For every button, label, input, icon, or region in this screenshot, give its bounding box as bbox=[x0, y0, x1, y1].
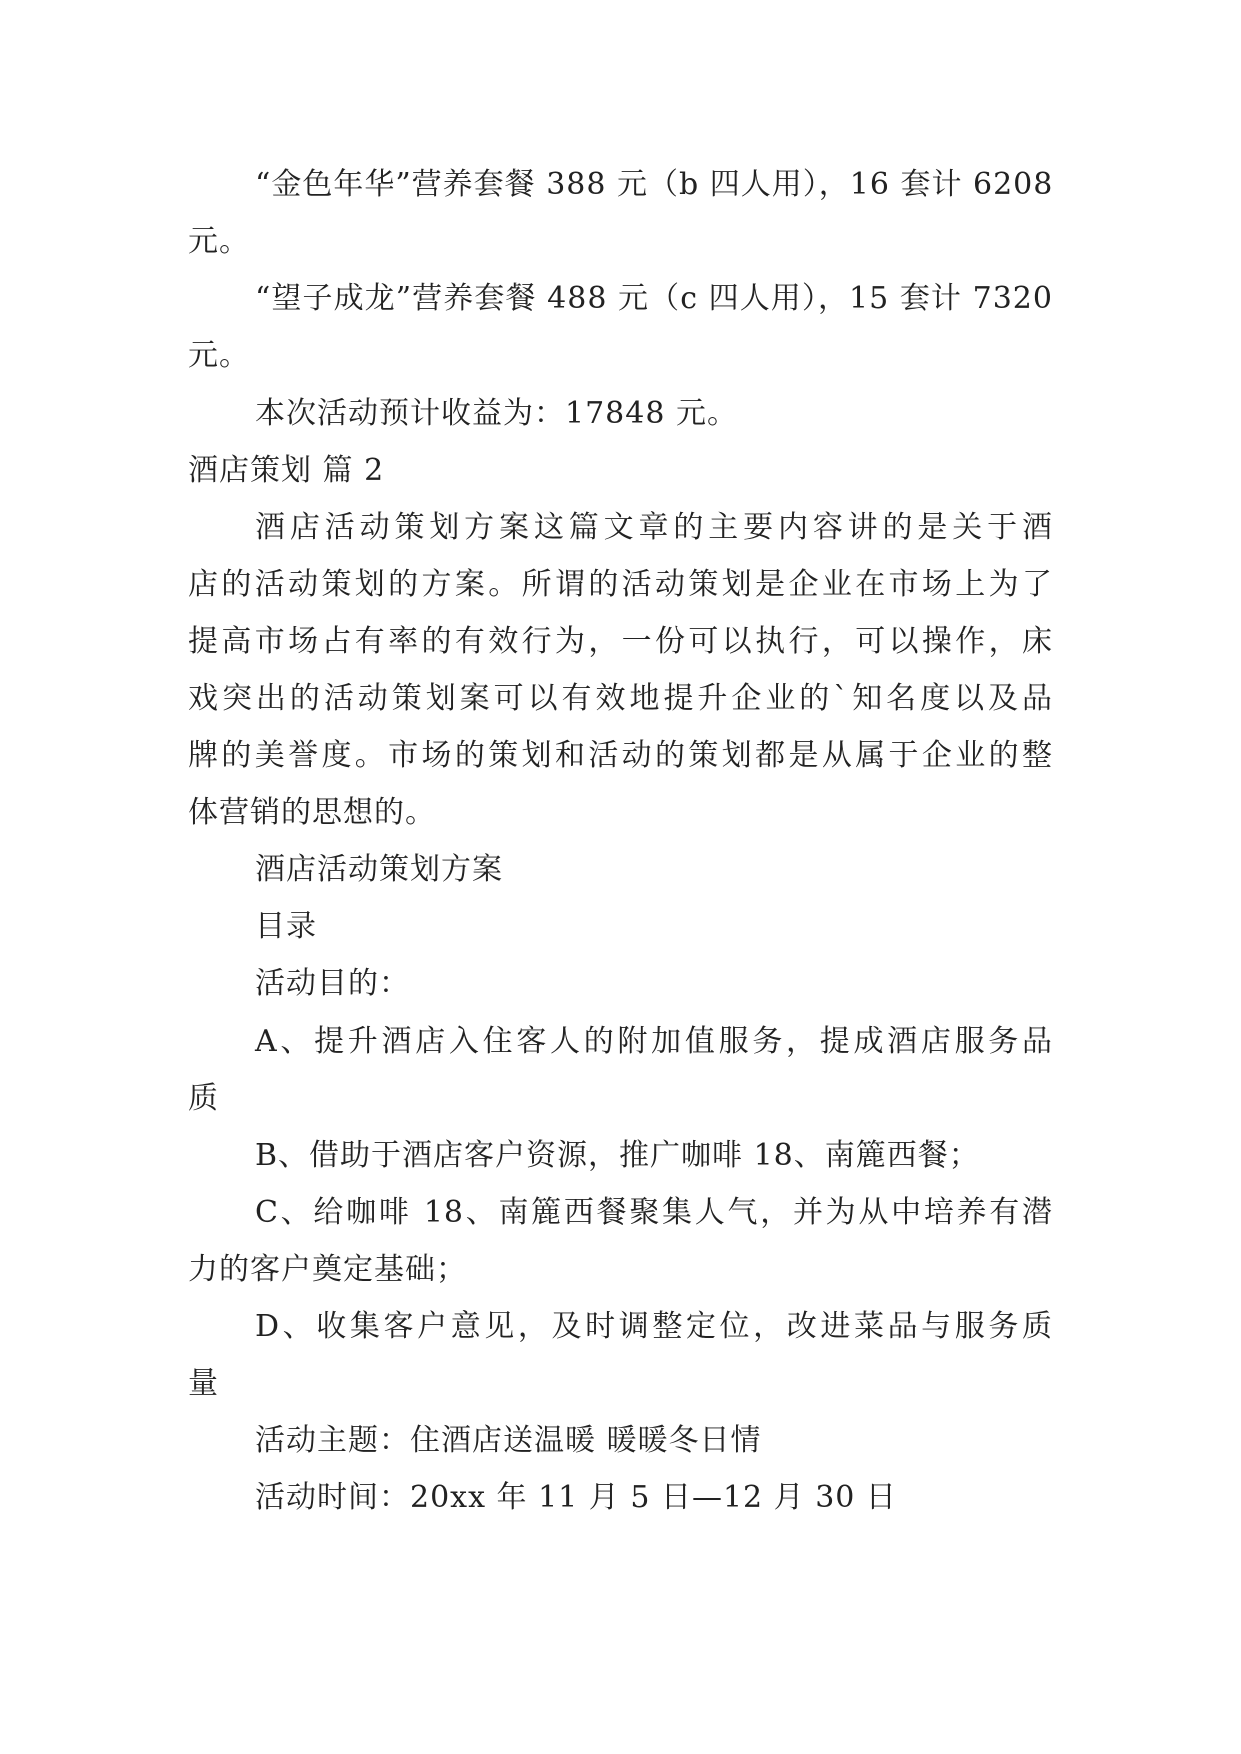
text-line: 提高市场占有率的有效行为，一份可以执行，可以操作，床 bbox=[188, 624, 1053, 659]
text-line: 活动主题：住酒店送温暖 暖暖冬日情 bbox=[255, 1423, 762, 1458]
text-line: 酒店活动策划方案 bbox=[255, 852, 503, 887]
text-line: 牌的美誉度。市场的策划和活动的策划都是从属于企业的整 bbox=[188, 738, 1053, 773]
text-line: 质 bbox=[188, 1081, 219, 1116]
text-line: 力的客户奠定基础； bbox=[188, 1252, 467, 1287]
section-heading: 酒店策划 篇 2 bbox=[188, 453, 385, 488]
text-line: 戏突出的活动策划案可以有效地提升企业的`知名度以及品 bbox=[188, 681, 1053, 716]
text-line: 量 bbox=[188, 1366, 219, 1401]
text-line: 体营销的思想的。 bbox=[188, 795, 436, 830]
text-line: 目录 bbox=[255, 909, 317, 944]
text-line: D、收集客户意见，及时调整定位，改进菜品与服务质 bbox=[255, 1309, 1053, 1344]
text-line: 本次活动预计收益为：17848 元。 bbox=[255, 396, 738, 431]
text-line: 元。 bbox=[188, 338, 250, 373]
text-line: “金色年华”营养套餐 388 元（b 四人用），16 套计 6208 bbox=[255, 167, 1054, 202]
text-line: 元。 bbox=[188, 224, 250, 259]
text-line: “望子成龙”营养套餐 488 元（c 四人用），15 套计 7320 bbox=[255, 281, 1053, 316]
text-line: C、给咖啡 18、南簏西餐聚集人气，并为从中培养有潜 bbox=[255, 1195, 1053, 1230]
text-line: 活动时间：20xx 年 11 月 5 日—12 月 30 日 bbox=[255, 1480, 897, 1515]
text-line: A、提升酒店入住客人的附加值服务，提成酒店服务品 bbox=[255, 1024, 1053, 1059]
text-line: B、借助于酒店客户资源，推广咖啡 18、南簏西餐； bbox=[255, 1138, 980, 1173]
text-line: 店的活动策划的方案。所谓的活动策划是企业在市场上为了 bbox=[188, 567, 1053, 602]
text-line: 活动目的： bbox=[255, 966, 410, 1001]
text-line: 酒店活动策划方案这篇文章的主要内容讲的是关于酒 bbox=[255, 510, 1053, 545]
